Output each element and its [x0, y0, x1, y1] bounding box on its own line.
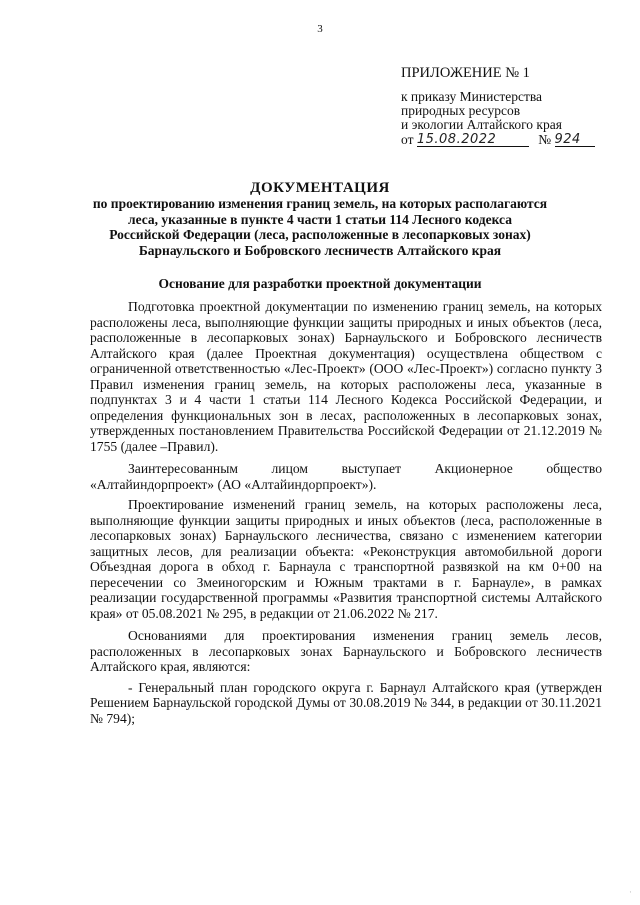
page-number: 3	[317, 23, 323, 35]
date-field	[417, 132, 529, 147]
handwritten-date: 15.08.2022	[416, 132, 497, 147]
number-field	[555, 132, 595, 147]
appendix-block	[401, 66, 601, 147]
paragraph: Заинтересованным лицом выступает Акционерное общество «Алтайиндорпроект» (АО «Алтайиндорпроект»).	[90, 461, 602, 492]
number-label: №	[538, 132, 552, 147]
paragraph: Проектирование изменений границ земель, на которых расположены леса, выполняющие функции защиты природных и иных объектов (леса, расположенные в лесопарковых зонах) Барнаульского лесничества, связано с изменением категории защитных лесов, для реализации объекта: «Реконструкция автомобильной дороги Объездная дорога в обход г. Барнаула с транспортной развязкой на км 0+00 на пересечении со Змеиногорским и Южным трактами в г. Барнауле», в рамках реализации государственной программы «Развития транспортной системы Алтайского края» от 05.08.2021 № 295, в редакции от 21.06.2022 № 217.	[90, 497, 602, 621]
from-label: от	[401, 132, 414, 147]
scan-corner-mark: ·	[629, 887, 632, 897]
document-title: ДОКУМЕНТАЦИЯ	[250, 180, 390, 196]
paragraph: Подготовка проектной документации по изменению границ земель, на которых расположены леса, выполняющие функции защиты природных и иных объектов (леса, расположенные в лесопарковых зонах) Барнаульского и Бобровского лесничеств Алтайского края (далее Проектная документация) осуществлена обществом с ограниченной ответственностью «Лес-Проект» (ООО «Лес-Проект») согласно пункту 3 Правил изменения границ земель, на которых расположены леса, указанные в подпунктах 3 и 4 части 1 статьи 114 Лесного Кодекса Российской Федерации, и определения функциональных зон в лесах, расположенных в лесопарковых зонах, утвержденных постановлением Правительства Российской Федерации от 21.12.2019 № 1755 (далее –Правил).	[90, 299, 602, 454]
appendix-date-row	[401, 132, 601, 147]
paragraph: - Генеральный план городского округа г. Барнаул Алтайского края (утвержден Решением Барнаульской городской Думы от 30.08.2019 № 344, в редакции от 30.11.2021 № 794);	[90, 679, 602, 726]
appendix-line-3: и экологии Алтайского края	[401, 117, 562, 132]
handwritten-number: 924	[554, 132, 581, 147]
document-subtitle: по проектированию изменения границ земель, на которых располагаются леса, указанные в пункте 4 части 1 статьи 114 Лесного кодекса Российской Федерации (леса, расположенные в лесопарковых зонах) Барнаульского и Бобровского лесничеств Алтайского края	[92, 196, 548, 258]
section-heading: Основание для разработки проектной документации	[158, 276, 482, 291]
appendix-line-1: к приказу Министерства	[401, 89, 543, 104]
appendix-line-2: природных ресурсов	[401, 103, 521, 118]
paragraph: Основаниями для проектирования изменения границ земель лесов, расположенных в лесопарковых зонах Барнаульского и Бобровского лесничеств Алтайского края, являются:	[90, 628, 602, 674]
appendix-title: ПРИЛОЖЕНИЕ № 1	[401, 65, 530, 81]
body-text	[90, 299, 602, 733]
